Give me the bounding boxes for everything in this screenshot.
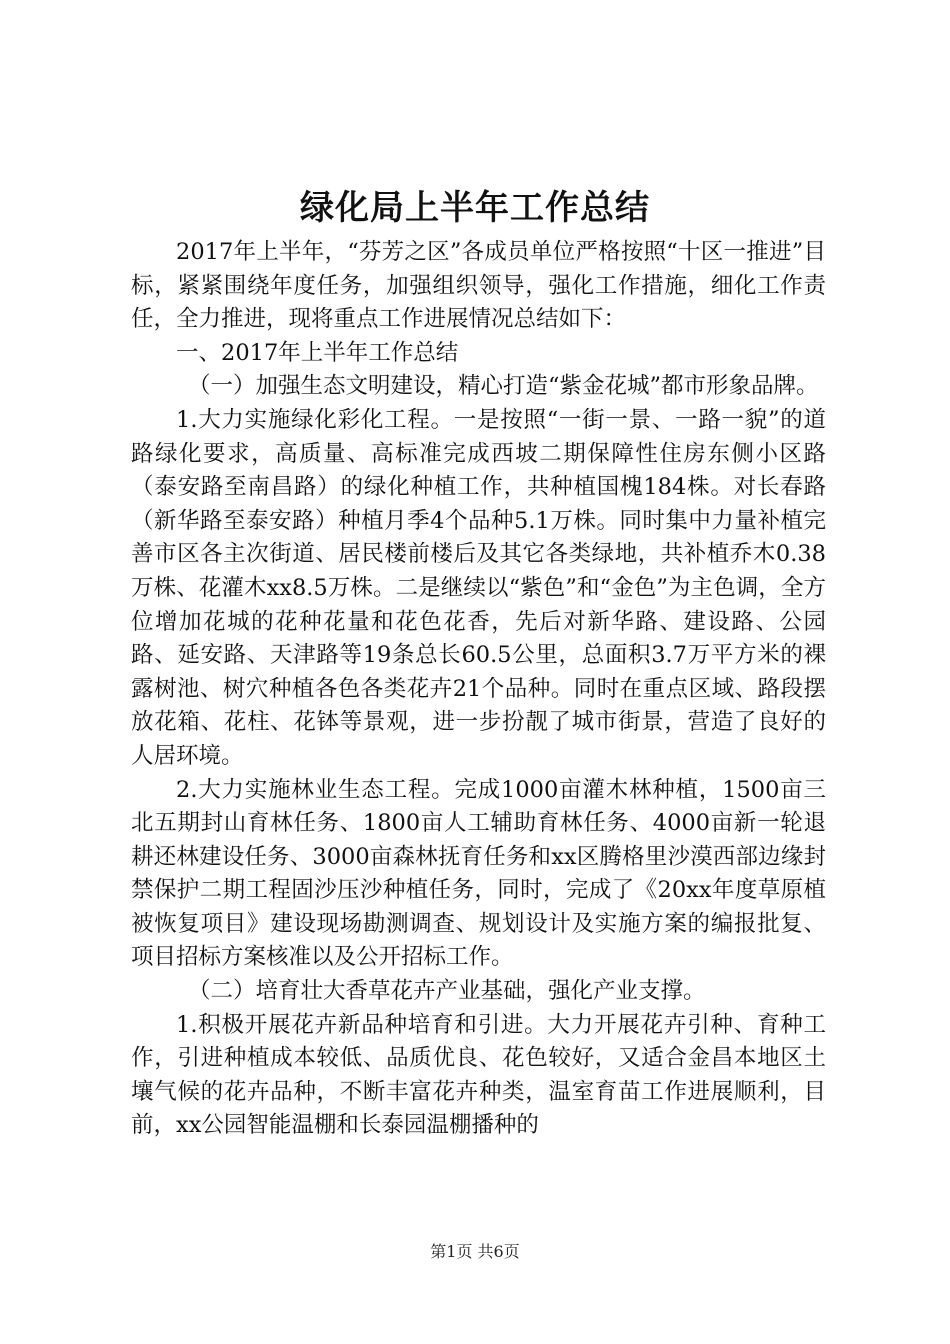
subsection-heading: （二）培育壮大香草花卉产业基础，强化产业支撑。 [188,978,706,1005]
body-paragraph: 1.大力实施绿化彩化工程。一是按照“一街一景、一路一貌”的道路绿化要求，高质量、高标准完成西坡二期保障性住房东侧小区路（泰安路至南昌路）的绿化种植工作，共种植国槐184株。对长春路（新华路至泰安路）种植月季4个品种5.1万株。同时集中力量补植完善市区各主次街道、居民楼前楼后及其它各类绿地，共补植乔木0.38万株、花灌木xx8.5万株。二是继续以“紫色”和“金色”为主色调，全方位增加花城的花种花量和花色花香，先后对新华路、建设路、公园路、延安路、天津路等19条总长60.5公里，总面积3.7万平方米的裸露树池、树穴种植各色各类花卉21个品种。同时在重点区域、路段摆放花箱、花柱、花钵等景观，进一步扮靓了城市街景，营造了良好的人居环境。 [131,406,826,769]
body-paragraph: 1.积极开展花卉新品种培育和引进。大力开展花卉引种、育种工作，引进种植成本较低、品质优良、花色较好，又适合金昌本地区土壤气候的花卉品种，不断丰富花卉种类，温室育苗工作进展顺利，目前，xx公园智能温棚和长泰园温棚播种的 [131,1011,826,1139]
section-heading: 一、2017年上半年工作总结 [176,339,459,366]
subsection-heading: （一）加强生态文明建设，精心打造“紫金花城”都市形象品牌。 [188,373,819,400]
body-paragraph: 2.大力实施林业生态工程。完成1000亩灌木林种植，1500亩三北五期封山育林任务、1800亩人工辅助育林任务、4000亩新一轮退耕还林建设任务、3000亩森林抚育任务和xx区腾格里沙漠西部边缘封禁保护二期工程固沙压沙种植任务，同时，完成了《20xx年度草原植被恢复项目》建设现场勘测调查、规划设计及实施方案的编报批复、项目招标方案核准以及公开招标工作。 [131,776,826,971]
intro-paragraph: 2017年上半年，“芬芳之区”各成员单位严格按照“十区一推进”目标，紧紧围绕年度任务，加强组织领导，强化工作措施，细化工作责任，全力推进，现将重点工作进展情况总结如下： [131,239,826,333]
document-title: 绿化局上半年工作总结 [300,188,650,228]
document-body [131,236,826,1143]
page-footer: 第1页 共6页 [430,1242,520,1261]
